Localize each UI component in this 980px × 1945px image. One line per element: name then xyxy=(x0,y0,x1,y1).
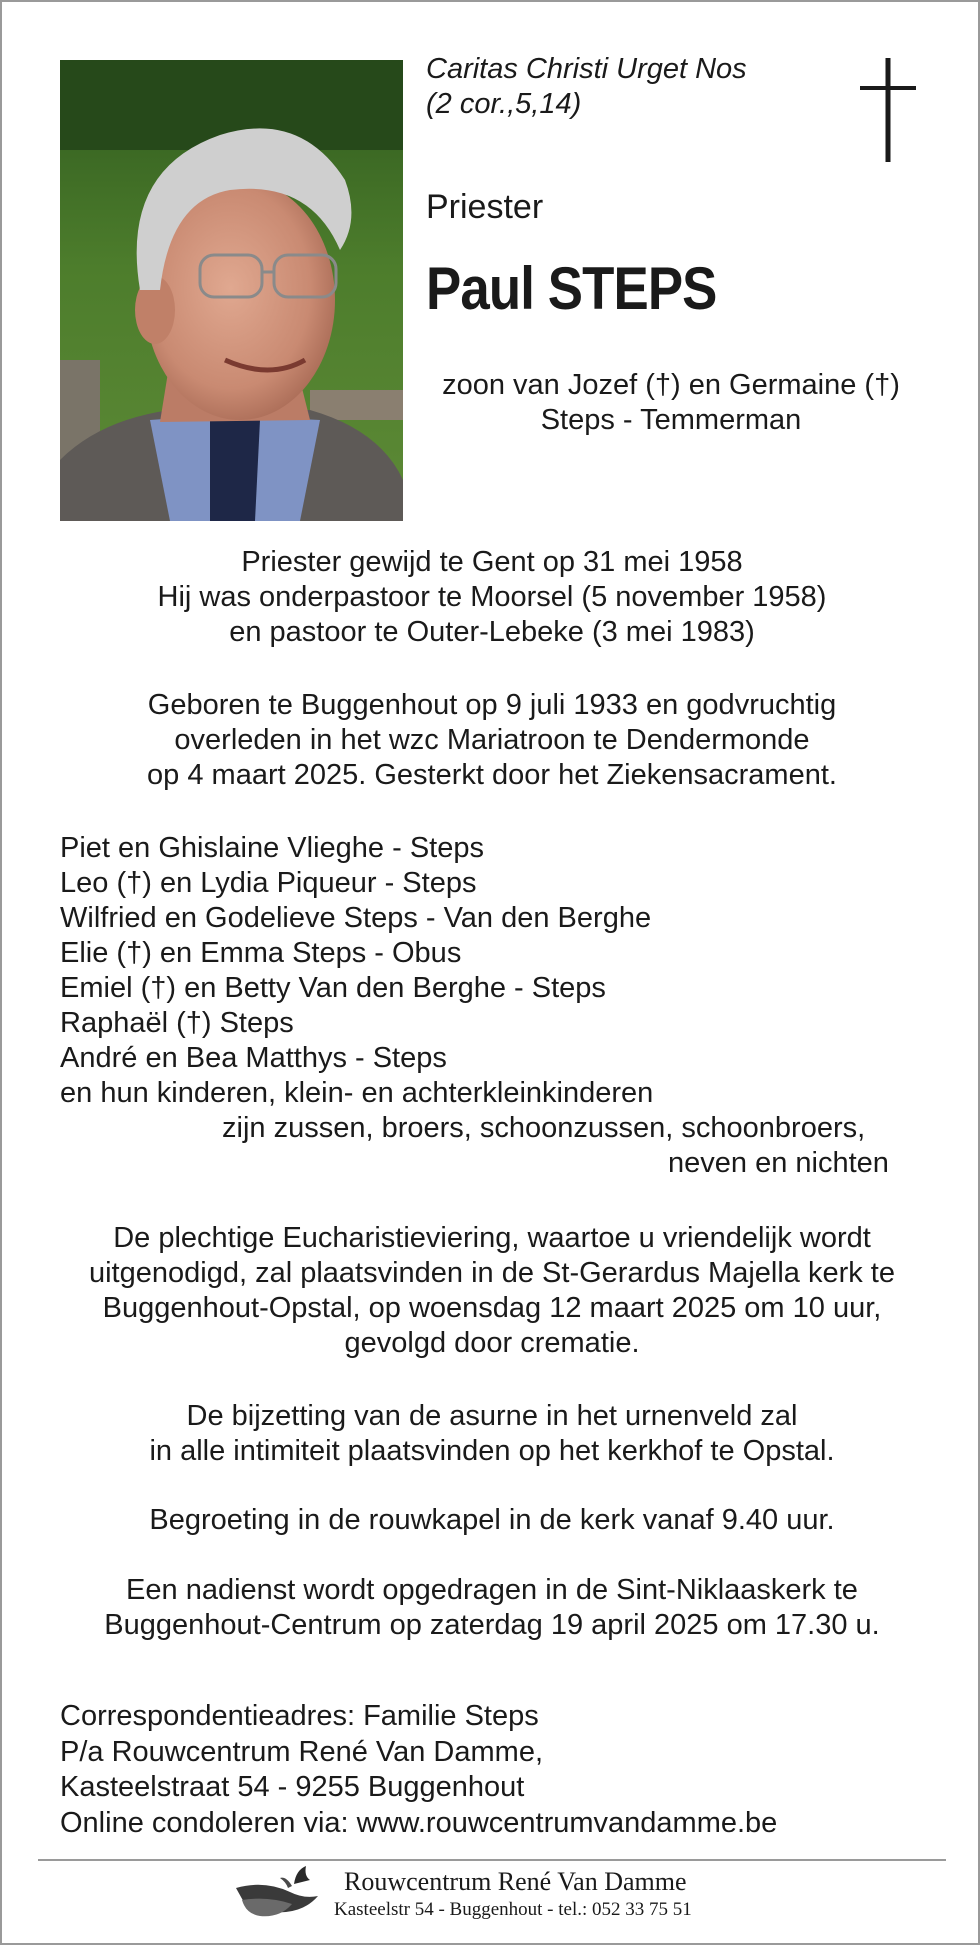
family-member: André en Bea Matthys - Steps xyxy=(60,1042,447,1074)
family-member: en hun kinderen, klein- en achterkleinkinderen xyxy=(60,1077,654,1109)
parents-line-1: zoon van Jozef (†) en Germaine (†) xyxy=(442,369,900,401)
birth-death-line: Geboren te Buggenhout op 9 juli 1933 en godvruchtig xyxy=(147,689,837,721)
birth-death-line: op 4 maart 2025. Gesterkt door het Ziekensacrament. xyxy=(147,759,837,791)
family-member: Elie (†) en Emma Steps - Obus xyxy=(60,937,462,969)
memorial-line: Een nadienst wordt opgedragen in de Sint-Niklaaskerk te xyxy=(126,1574,858,1606)
latin-cross-icon xyxy=(860,58,916,162)
correspondence-line: Correspondentieadres: Familie Steps xyxy=(60,1700,539,1732)
family-member: Leo (†) en Lydia Piqueur - Steps xyxy=(60,867,477,899)
memorial-line: Buggenhout-Centrum op zaterdag 19 april 2025 om 17.30 u. xyxy=(104,1609,880,1641)
correspondence-address xyxy=(60,1699,777,1841)
footer-company-name: Rouwcentrum René Van Damme xyxy=(344,1867,687,1896)
family-member: Emiel (†) en Betty Van den Berghe - Steps xyxy=(60,972,606,1004)
correspondence-line: P/a Rouwcentrum René Van Damme, xyxy=(60,1735,544,1768)
greeting-line: Begroeting in de rouwkapel in de kerk vanaf 9.40 uur. xyxy=(149,1504,835,1536)
family-list xyxy=(60,831,920,1181)
correspondence-line: Kasteelstraat 54 - 9255 Buggenhout xyxy=(60,1771,525,1803)
family-member: Wilfried en Godelieve Steps - Van den Berghe xyxy=(60,902,652,934)
family-member: Piet en Ghislaine Vlieghe - Steps xyxy=(60,832,484,864)
family-member: neven en nichten xyxy=(668,1147,889,1179)
memorial-section xyxy=(32,1573,952,1643)
motto xyxy=(426,52,747,122)
ceremony-line: gevolgd door crematie. xyxy=(344,1327,640,1359)
parents xyxy=(426,368,916,438)
birth-death-line: overleden in het wzc Mariatroon te Dendermonde xyxy=(174,724,810,756)
ceremony-section xyxy=(32,1221,952,1361)
burial-section xyxy=(32,1399,952,1469)
career-line: en pastoor te Outer-Lebeke (3 mei 1983) xyxy=(229,616,755,648)
motto-line-2: (2 cor.,5,14) xyxy=(426,88,582,120)
career-line: Priester gewijd te Gent op 31 mei 1958 xyxy=(241,546,743,578)
family-member: Raphaël (†) Steps xyxy=(60,1007,294,1039)
footer-divider xyxy=(38,1859,946,1861)
ceremony-line: Buggenhout-Opstal, op woensdag 12 maart 2025 om 10 uur, xyxy=(102,1292,882,1324)
career-section xyxy=(32,545,952,650)
parents-line-2: Steps - Temmerman xyxy=(540,404,802,436)
motto-line-1: Caritas Christi Urget Nos xyxy=(426,53,747,85)
title-label: Priester xyxy=(426,188,544,226)
ceremony-line: De plechtige Eucharistieviering, waartoe u vriendelijk wordt xyxy=(113,1222,871,1254)
ceremony-line: uitgenodigd, zal plaatsvinden in de St-Gerardus Majella kerk te xyxy=(88,1257,895,1289)
birth-death-section xyxy=(32,688,952,793)
burial-line: in alle intimiteit plaatsvinden op het kerkhof te Opstal. xyxy=(149,1435,835,1467)
burial-line: De bijzetting van de asurne in het urnenveld zal xyxy=(186,1400,798,1432)
career-line: Hij was onderpastoor te Moorsel (5 november 1958) xyxy=(157,581,827,613)
deceased-name: Paul STEPS xyxy=(426,255,717,322)
portrait-photo xyxy=(60,60,403,521)
condolence-link[interactable]: Online condoleren via: www.rouwcentrumvandamme.be xyxy=(60,1806,778,1839)
family-member: zijn zussen, broers, schoonzussen, schoonbroers, xyxy=(222,1112,866,1144)
footer-company-address: Kasteelstr 54 - Buggenhout - tel.: 052 33 75 51 xyxy=(334,1899,692,1920)
hands-and-dove-logo-icon xyxy=(234,1866,320,1920)
greeting-section xyxy=(32,1503,952,1538)
